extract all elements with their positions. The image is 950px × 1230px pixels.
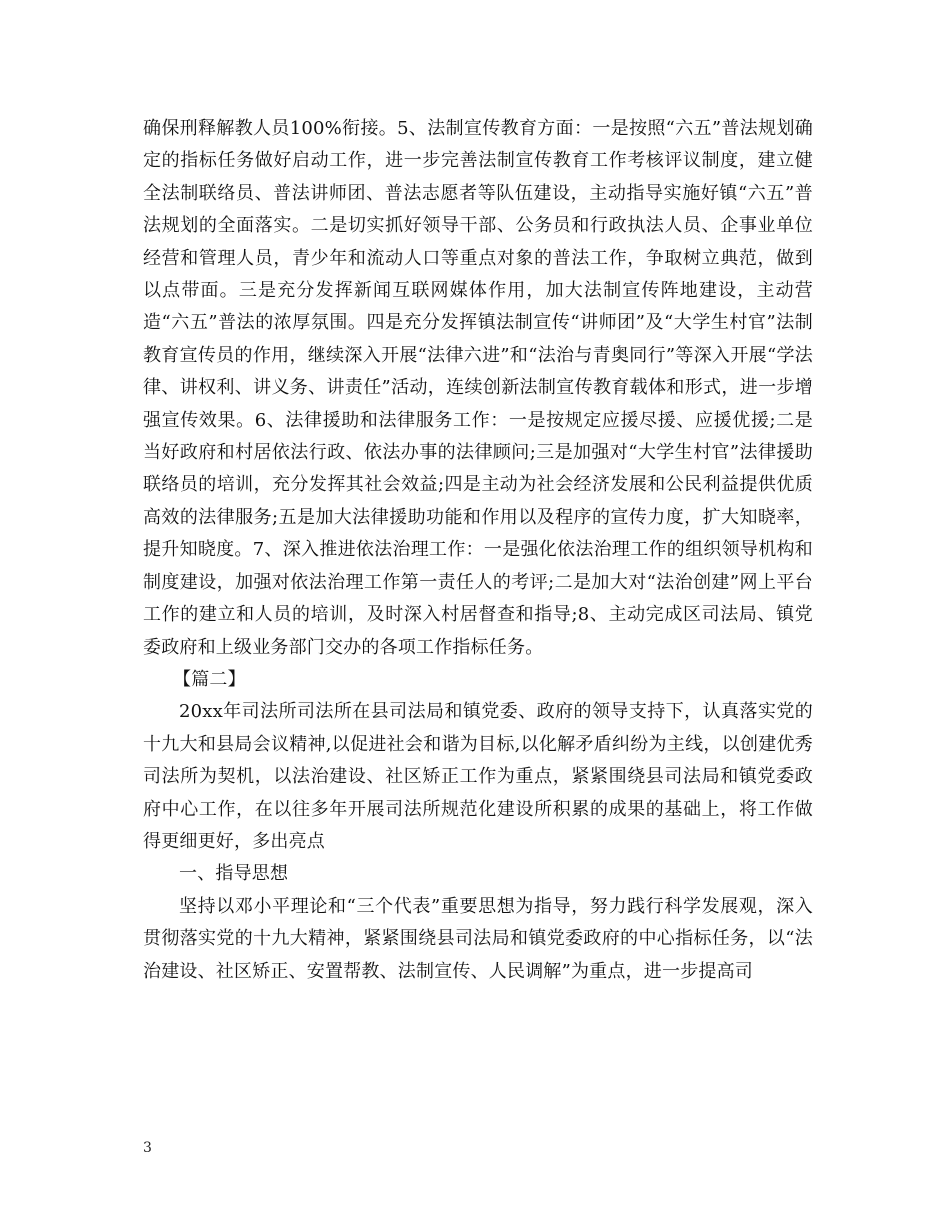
document-body [143,113,813,988]
section-heading-part-two: 【篇二】 [173,668,246,690]
section-heading-guiding-ideology: 一、指导思想 [179,863,289,885]
body-paragraph-continued: 确保刑释解教人员100%衔接。5、法制宣传教育方面：一是按照“六五”普法规划确定的指标任务做好启动工作，进一步完善法制宣传教育工作考核评议制度，建立健全法制联络员、普法讲师团、普法志愿者等队伍建设，主动指导实施好镇“六五”普法规划的全面落实。二是切实抓好领导干部、公务员和行政执法人员、企事业单位经营和管理人员，青少年和流动人口等重点对象的普法工作，争取树立典范，做到以点带面。三是充分发挥新闻互联网媒体作用，加大法制宣传阵地建设，主动营造“六五”普法的浓厚氛围。四是充分发挥镇法制宣传“讲师团”及“大学生村官”法制教育宣传员的作用，继续深入开展“法律六进”和“法治与青奥同行”等深入开展“学法律、讲权利、讲义务、讲责任”活动，连续创新法制宣传教育载体和形式，进一步增强宣传效果。6、法律援助和法律服务工作：一是按规定应援尽援、应援优援;二是当好政府和村居依法行政、依法办事的法律顾问;三是加强对“大学生村官”法律援助联络员的培训，充分发挥其社会效益;四是主动为社会经济发展和公民利益提供优质高效的法律服务;五是加大法律援助功能和作用以及程序的宣传力度，扩大知晓率，提升知晓度。7、深入推进依法治理工作：一是强化依法治理工作的组织领导机构和制度建设，加强对依法治理工作第一责任人的考评;二是加大对“法治创建”网上平台工作的建立和人员的培训，及时深入村居督查和指导;8、主动完成区司法局、镇党委政府和上级业务部门交办的各项工作指标任务。 [143,118,813,658]
body-paragraph-intro: 20xx年司法所司法所在县司法局和镇党委、政府的领导支持下，认真落实党的十九大和县局会议精神,以促进社会和谐为目标,以化解矛盾纠纷为主线，以创建优秀司法所为契机，以法治建设、社区矫正工作为重点，紧紧围绕县司法局和镇党委政府中心工作，在以往多年开展司法所规范化建设所积累的成果的基础上，将工作做得更细更好，多出亮点 [143,701,813,852]
body-paragraph-guiding-ideology: 坚持以邓小平理论和“三个代表”重要思想为指导，努力践行科学发展观，深入贯彻落实党的十九大精神，紧紧围绕县司法局和镇党委政府的中心指标任务，以“法治建设、社区矫正、安置帮教、法制宣传、人民调解”为重点，进一步提高司 [143,895,813,982]
page-number: 3 [143,1140,152,1156]
